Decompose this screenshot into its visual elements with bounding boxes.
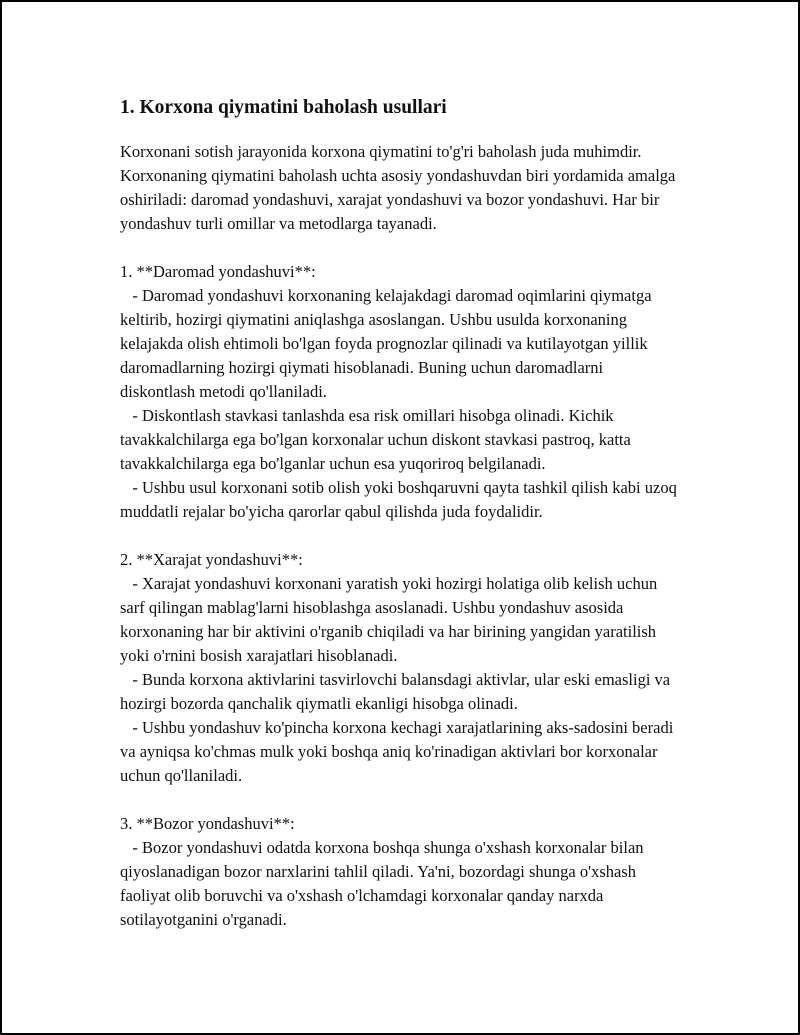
section-item: - Bozor yondashuvi odatda korxona boshqa shunga o'xshash korxonalar bilan qiyoslanadigan bozor narxlarini tahlil qiladi. Ya'ni, bozordagi shunga o'xshash faoliyat olib boruvchi va o'xshash o'lchamdagi korxonalar qanday narxda sotilayotganini o'rganadi. xyxy=(120,838,648,929)
document-content xyxy=(120,96,680,932)
spacer xyxy=(120,236,680,260)
document-title: 1. Korxona qiymatini baholash usullari xyxy=(120,97,447,118)
section-item: - Ushbu usul korxonani sotib olish yoki boshqaruvni qayta tashkil qilish kabi uzoq muddatli rejalar bo'yicha qarorlar qabul qilishda juda foydalidir. xyxy=(120,478,681,521)
section-heading: 3. **Bozor yondashuvi**: xyxy=(120,814,295,833)
section-heading: 2. **Xarajat yondashuvi**: xyxy=(120,550,303,569)
section-item: - Daromad yondashuvi korxonaning kelajakdagi daromad oqimlarini qiymatga keltirib, hozirgi qiymatini aniqlashga asoslangan. Ushbu usulda korxonaning kelajakda olish ehtimoli bo'lgan foyda prognozlar qilinadi va kutilayotgan yillik daromadlarning hozirgi qiymati hisoblanadi. Buning uchun daromadlarni diskontlash metodi qo'llaniladi. xyxy=(120,286,656,401)
spacer xyxy=(120,788,680,812)
section-item: - Bunda korxona aktivlarini tasvirlovchi balansdagi aktivlar, ular eski emasligi va hozirgi bozorda qanchalik qiymatli ekanligi hisobga olinadi. xyxy=(120,670,675,713)
section-item: - Xarajat yondashuvi korxonani yaratish yoki hozirgi holatiga olib kelish uchun sarf qilingan mablag'larni hisoblashga asoslanadi. Ushbu yondashuv asosida korxonaning har bir aktivini o'rganib chiqiladi va har birining yangidan yaratilish yoki o'rnini bosish xarajatlari hisoblanadi. xyxy=(120,574,662,665)
section-xarajat xyxy=(120,548,680,788)
section-item: - Diskontlash stavkasi tanlashda esa risk omillari hisobga olinadi. Kichik tavakkalchilarga ega bo'lgan korxonalar uchun diskont stavkasi pastroq, katta tavakkalchilarga ega bo'lganlar uchun esa yuqoriroq belgilanadi. xyxy=(120,406,635,473)
spacer xyxy=(120,524,680,548)
section-daromad xyxy=(120,260,680,524)
intro-paragraph: Korxonani sotish jarayonida korxona qiymatini to'g'ri baholash juda muhimdir. Korxonaning qiymatini baholash uchta asosiy yondashuvdan biri yordamida amalga oshiriladi: daromad yondashuvi, xarajat yondashuvi va bozor yondashuvi. Har bir yondashuv turli omillar va metodlarga tayanadi. xyxy=(120,142,676,233)
section-bozor xyxy=(120,812,680,932)
section-heading: 1. **Daromad yondashuvi**: xyxy=(120,262,316,281)
section-item: - Ushbu yondashuv ko'pincha korxona kechagi xarajatlarining aks-sadosini beradi va ayniqsa ko'chmas mulk yoki boshqa aniq ko'rinadigan aktivlari bor korxonalar uchun qo'llaniladi. xyxy=(120,718,678,785)
